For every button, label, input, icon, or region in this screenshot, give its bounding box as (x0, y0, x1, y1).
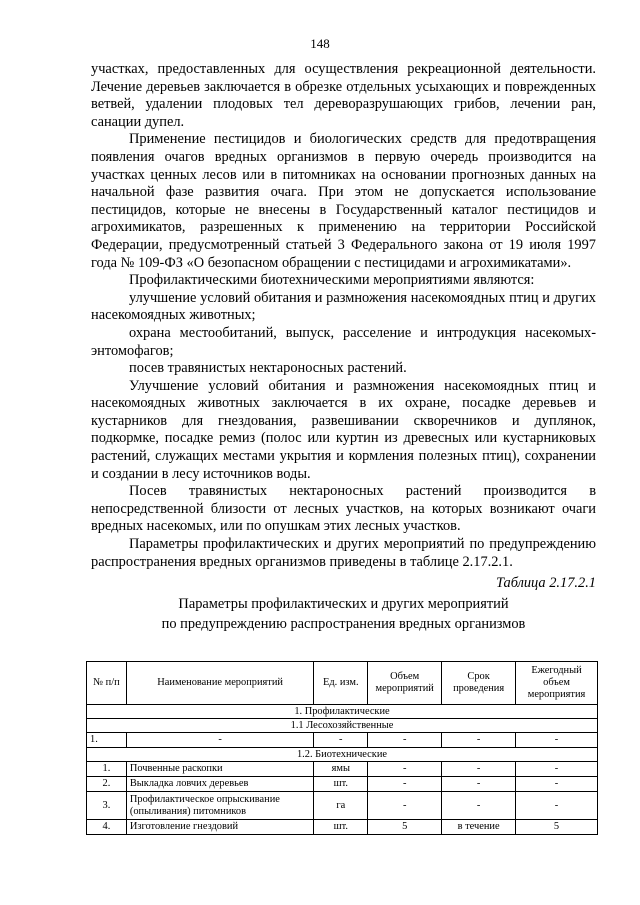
paragraph: Посев травянистых нектароносных растений производится в непосредственной близости от лесных участков, на которых возникают очаги вредных насекомых, или по опушкам этих лесных участков. (91, 483, 596, 535)
table-cell: 5 (368, 820, 442, 835)
table-cell: - (314, 733, 368, 748)
section-row (87, 705, 598, 719)
table-cell: - (368, 762, 442, 777)
table-header-row (87, 662, 598, 705)
table-cell: - (126, 733, 313, 748)
table-cell: - (368, 733, 442, 748)
table-cell: - (516, 792, 598, 820)
paragraph: Профилактическими биотехническими мероприятиями являются: (129, 272, 535, 289)
list-item: посев травянистых нектароносных растений. (129, 360, 407, 377)
parameters-table (86, 661, 598, 835)
section-label: 1.1 Лесохозяйственные (87, 719, 598, 733)
table-cell: в течение (442, 820, 516, 835)
table-cell: - (368, 777, 442, 792)
list-item: улучшение условий обитания и размножения насекомоядных птиц и других насекомоядных животных; (91, 289, 596, 324)
paragraph: участках, предоставленных для осуществления рекреационной деятельности. Лечение деревьев заключается в обрезке отдельных усыхающих и поврежденных ветвей, удалении плодовых тел дереворазрушающих грибов, лечении ран, санации дупел. (91, 61, 596, 130)
table-cell: Профилактическое опрыскивание (опыливания) питомников (126, 792, 313, 820)
table-cell: 4. (87, 820, 127, 835)
table-cell: 3. (87, 792, 127, 820)
table-cell: шт. (314, 820, 368, 835)
table-row (87, 777, 598, 792)
table-title-line1: Параметры профилактических и других мероприятий (178, 595, 509, 612)
page-number: 148 (310, 36, 330, 51)
table-row (87, 733, 598, 748)
table-caption: Таблица 2.17.2.1 (496, 575, 596, 592)
paragraph: Параметры профилактических и других мероприятий по предупреждению распространения вредных организмов приведены в таблице 2.17.2.1. (91, 536, 596, 570)
table-row (87, 792, 598, 820)
section-row (87, 719, 598, 733)
table-cell: Изготовление гнездовий (126, 820, 313, 835)
list-item: охрана местообитаний, выпуск, расселение и интродукция насекомых-энтомофагов; (91, 324, 596, 359)
table-row (87, 762, 598, 777)
table-cell: 1. (87, 762, 127, 777)
table-cell: - (516, 762, 598, 777)
table-cell: Почвенные раскопки (126, 762, 313, 777)
table-cell: - (442, 777, 516, 792)
table-cell: - (368, 792, 442, 820)
table-cell: Выкладка ловчих деревьев (126, 777, 313, 792)
column-header: Объем мероприятий (368, 662, 442, 705)
column-header: Срок проведения (442, 662, 516, 705)
table-cell: - (516, 777, 598, 792)
body-text (91, 61, 596, 633)
column-header: Наименование мероприятий (126, 662, 313, 705)
table-cell: ямы (314, 762, 368, 777)
section-label: 1. Профилактические (87, 705, 598, 719)
table-row (87, 820, 598, 835)
table-title-line2: по предупреждению распространения вредных организмов (161, 615, 526, 632)
table-cell: - (442, 792, 516, 820)
column-header: Ед. изм. (314, 662, 368, 705)
column-header: Ежегодный объем мероприятия (516, 662, 598, 705)
column-header: № п/п (87, 662, 127, 705)
table-cell: шт. (314, 777, 368, 792)
paragraph: Применение пестицидов и биологических средств для предотвращения появления очагов вредных организмов в первую очередь производится на участках ценных лесов или в питомниках на основании прогнозных данных на начальной фазе развития очага. При этом не допускается использование пестицидов, которые не внесены в Государственный каталог пестицидов и агрохимикатов, разрешенных к применению на территории Российской Федерации, предусмотренный статьей 3 Федерального закона от 19 июля 1997 года № 109-ФЗ «О безопасном обращении с пестицидами и агрохимикатами». (91, 131, 596, 271)
table-cell: 2. (87, 777, 127, 792)
section-label: 1.2. Биотехнические (87, 748, 598, 762)
table-cell: - (516, 733, 598, 748)
section-row (87, 748, 598, 762)
table-cell: - (442, 762, 516, 777)
table-cell: га (314, 792, 368, 820)
table-cell: - (442, 733, 516, 748)
table-cell: 5 (516, 820, 598, 835)
table-cell: 1. (87, 733, 127, 748)
paragraph: Улучшение условий обитания и размножения насекомоядных птиц и насекомоядных животных заключается в их охране, посадке деревьев и кустарников для гнездования, развешивании скворечников и дуплянок, подкормке, посадке ремиз (полос или куртин из древесных или кустарниковых растений, служащих местами укрытия и кормления полезных птиц), сохранении и создании в лесу источников воды. (91, 377, 596, 482)
